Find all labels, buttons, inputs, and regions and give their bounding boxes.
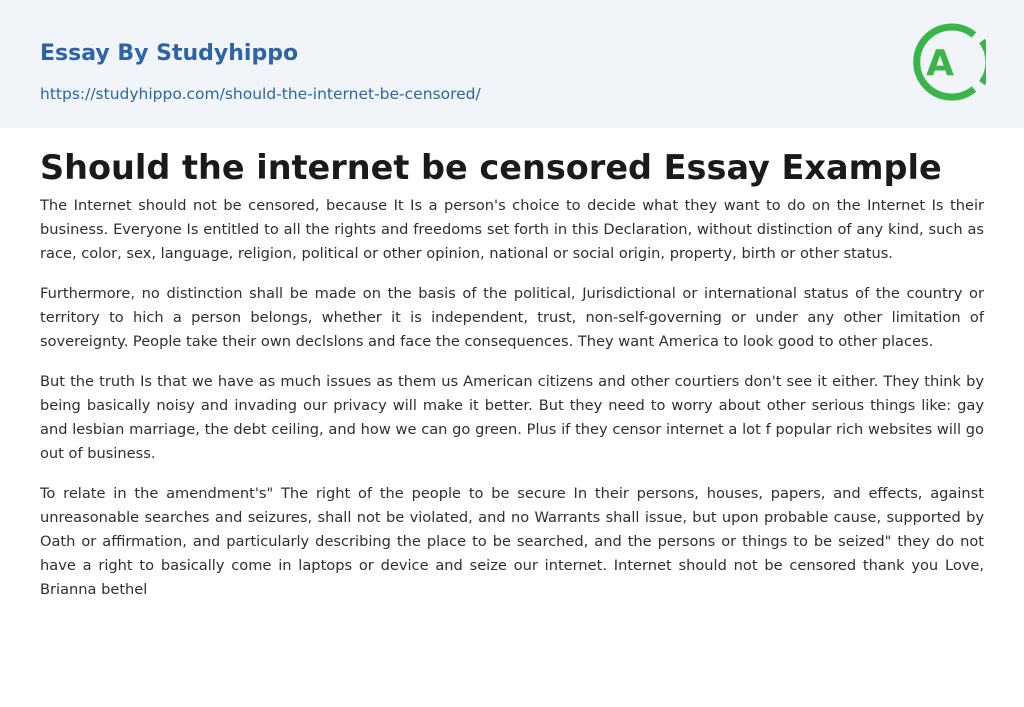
page-url-link[interactable]: https://studyhippo.com/should-the-internet-be-censored/ [40, 85, 481, 103]
essay-body [40, 194, 984, 618]
site-header [0, 0, 1024, 128]
essay-paragraph: To relate in the amendment's" The right of the people to be secure In their persons, houses, papers, and effects, against unreasonable searches and seizures, shall not be violated, and no Warrants shall issue, but upon probable cause, supported by Oath or affirmation, and particularly describing the place to be searched, and the persons or things to be seized" they do not have a right to basically come in laptops or device and seize our internet. Internet should not be censored thank you Love, Brianna bethel [40, 485, 984, 598]
studyhippo-logo-icon[interactable] [912, 19, 986, 105]
logo-letter: A [926, 43, 954, 84]
essay-paragraph: The Internet should not be censored, because It Is a person's choice to decide what they want to do on the Internet Is their business. Everyone Is entitled to all the rights and freedoms set forth in this Declaration, without distinction of any kind, such as race, color, sex, language, religion, political or other opinion, national or social origin, property, birth or other status. [40, 197, 984, 262]
essay-paragraph: Furthermore, no distinction shall be made on the basis of the political, Jurisdictional or international status of the country or territory to hich a person belongs, whether it is independent, trust, non-self-governing or under any other limitation of sovereignty. People take their own declslons and face the consequences. They want America to look good to other places. [40, 285, 984, 350]
site-brand[interactable]: Essay By Studyhippo [40, 41, 299, 66]
page-title: Should the internet be censored Essay Example [40, 148, 942, 187]
essay-paragraph: But the truth Is that we have as much issues as them us American citizens and other courtiers don't see it either. They think by being basically noisy and invading our privacy will make it better. But they need to worry about other serious things like: gay and lesbian marriage, the debt ceiling, and how we can go green. Plus if they censor internet a lot f popular rich websites will go out of business. [40, 373, 984, 462]
